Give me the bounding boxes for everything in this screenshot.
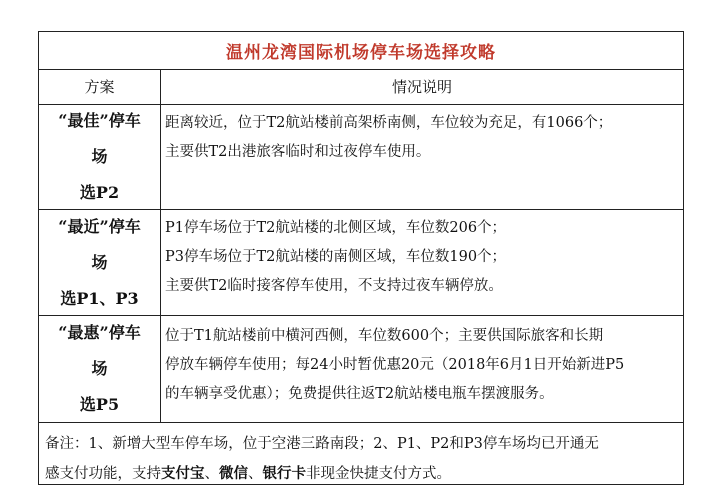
plan-line: 场 (91, 359, 108, 378)
plan-line: 选P1、P3 (60, 288, 139, 308)
plan-line: 选P5 (79, 395, 120, 414)
plan-line: “最惠”停车 (58, 323, 141, 342)
description-line: 主要供T2出港旅客临时和过夜停车使用。 (165, 144, 431, 160)
description-cell (161, 105, 683, 209)
description-cell (161, 210, 683, 315)
table-title: 温州龙湾国际机场停车场选择攻略 (39, 32, 683, 70)
table-header-row (39, 70, 683, 105)
bankcard-label: 银行卡 (262, 465, 306, 482)
parking-guide-table (38, 31, 684, 485)
description-line: 主要供T2临时接客停车使用，不支持过夜车辆停放。 (165, 278, 503, 294)
alipay-label: 支付宝 (161, 465, 205, 482)
table-row (39, 210, 683, 316)
header-description: 情况说明 (391, 77, 452, 96)
wechat-label: 微信 (219, 465, 248, 482)
plan-line: 场 (91, 147, 108, 166)
plan-line: 场 (91, 252, 108, 272)
note-line: 备注：1、新增大型车停车场，位于空港三路南段；2、P1、P2和P3停车场均已开通无 (45, 436, 599, 452)
description-line: 位于T1航站楼前中横河西侧，车位数600个；主要供国际旅客和长期 (165, 328, 604, 344)
description-line: P3停车场位于T2航站楼的南侧区域，车位数190个； (165, 249, 507, 265)
description-line: 停放车辆停车使用；每24小时暂优惠20元（2018年6月1日开始新进P5 (165, 357, 625, 373)
description-line: P1停车场位于T2航站楼的北侧区域，车位数206个； (165, 220, 507, 236)
plan-line: “最佳”停车 (58, 111, 141, 130)
description-cell (161, 316, 683, 422)
table-row (39, 105, 683, 210)
table-row (39, 316, 683, 423)
description-line: 距离较近，位于T2航站楼前高架桥南侧，车位较为充足，有1066个； (165, 115, 613, 131)
description-line: 的车辆享受优惠）；免费提供往返T2航站楼电瓶车摆渡服务。 (165, 386, 554, 402)
plan-cell (39, 316, 161, 422)
note-separator: 、 (204, 466, 219, 482)
plan-cell (39, 105, 161, 209)
plan-cell (39, 210, 161, 315)
table-note (39, 423, 683, 484)
plan-line: “最近”停车 (58, 216, 141, 236)
plan-line: 选P2 (79, 183, 120, 202)
note-text: 非现金快捷支付方式。 (306, 466, 451, 482)
note-text: 感支付功能，支持 (45, 466, 161, 482)
note-separator: 、 (248, 466, 263, 482)
note-line (45, 459, 675, 489)
header-plan: 方案 (39, 70, 161, 104)
